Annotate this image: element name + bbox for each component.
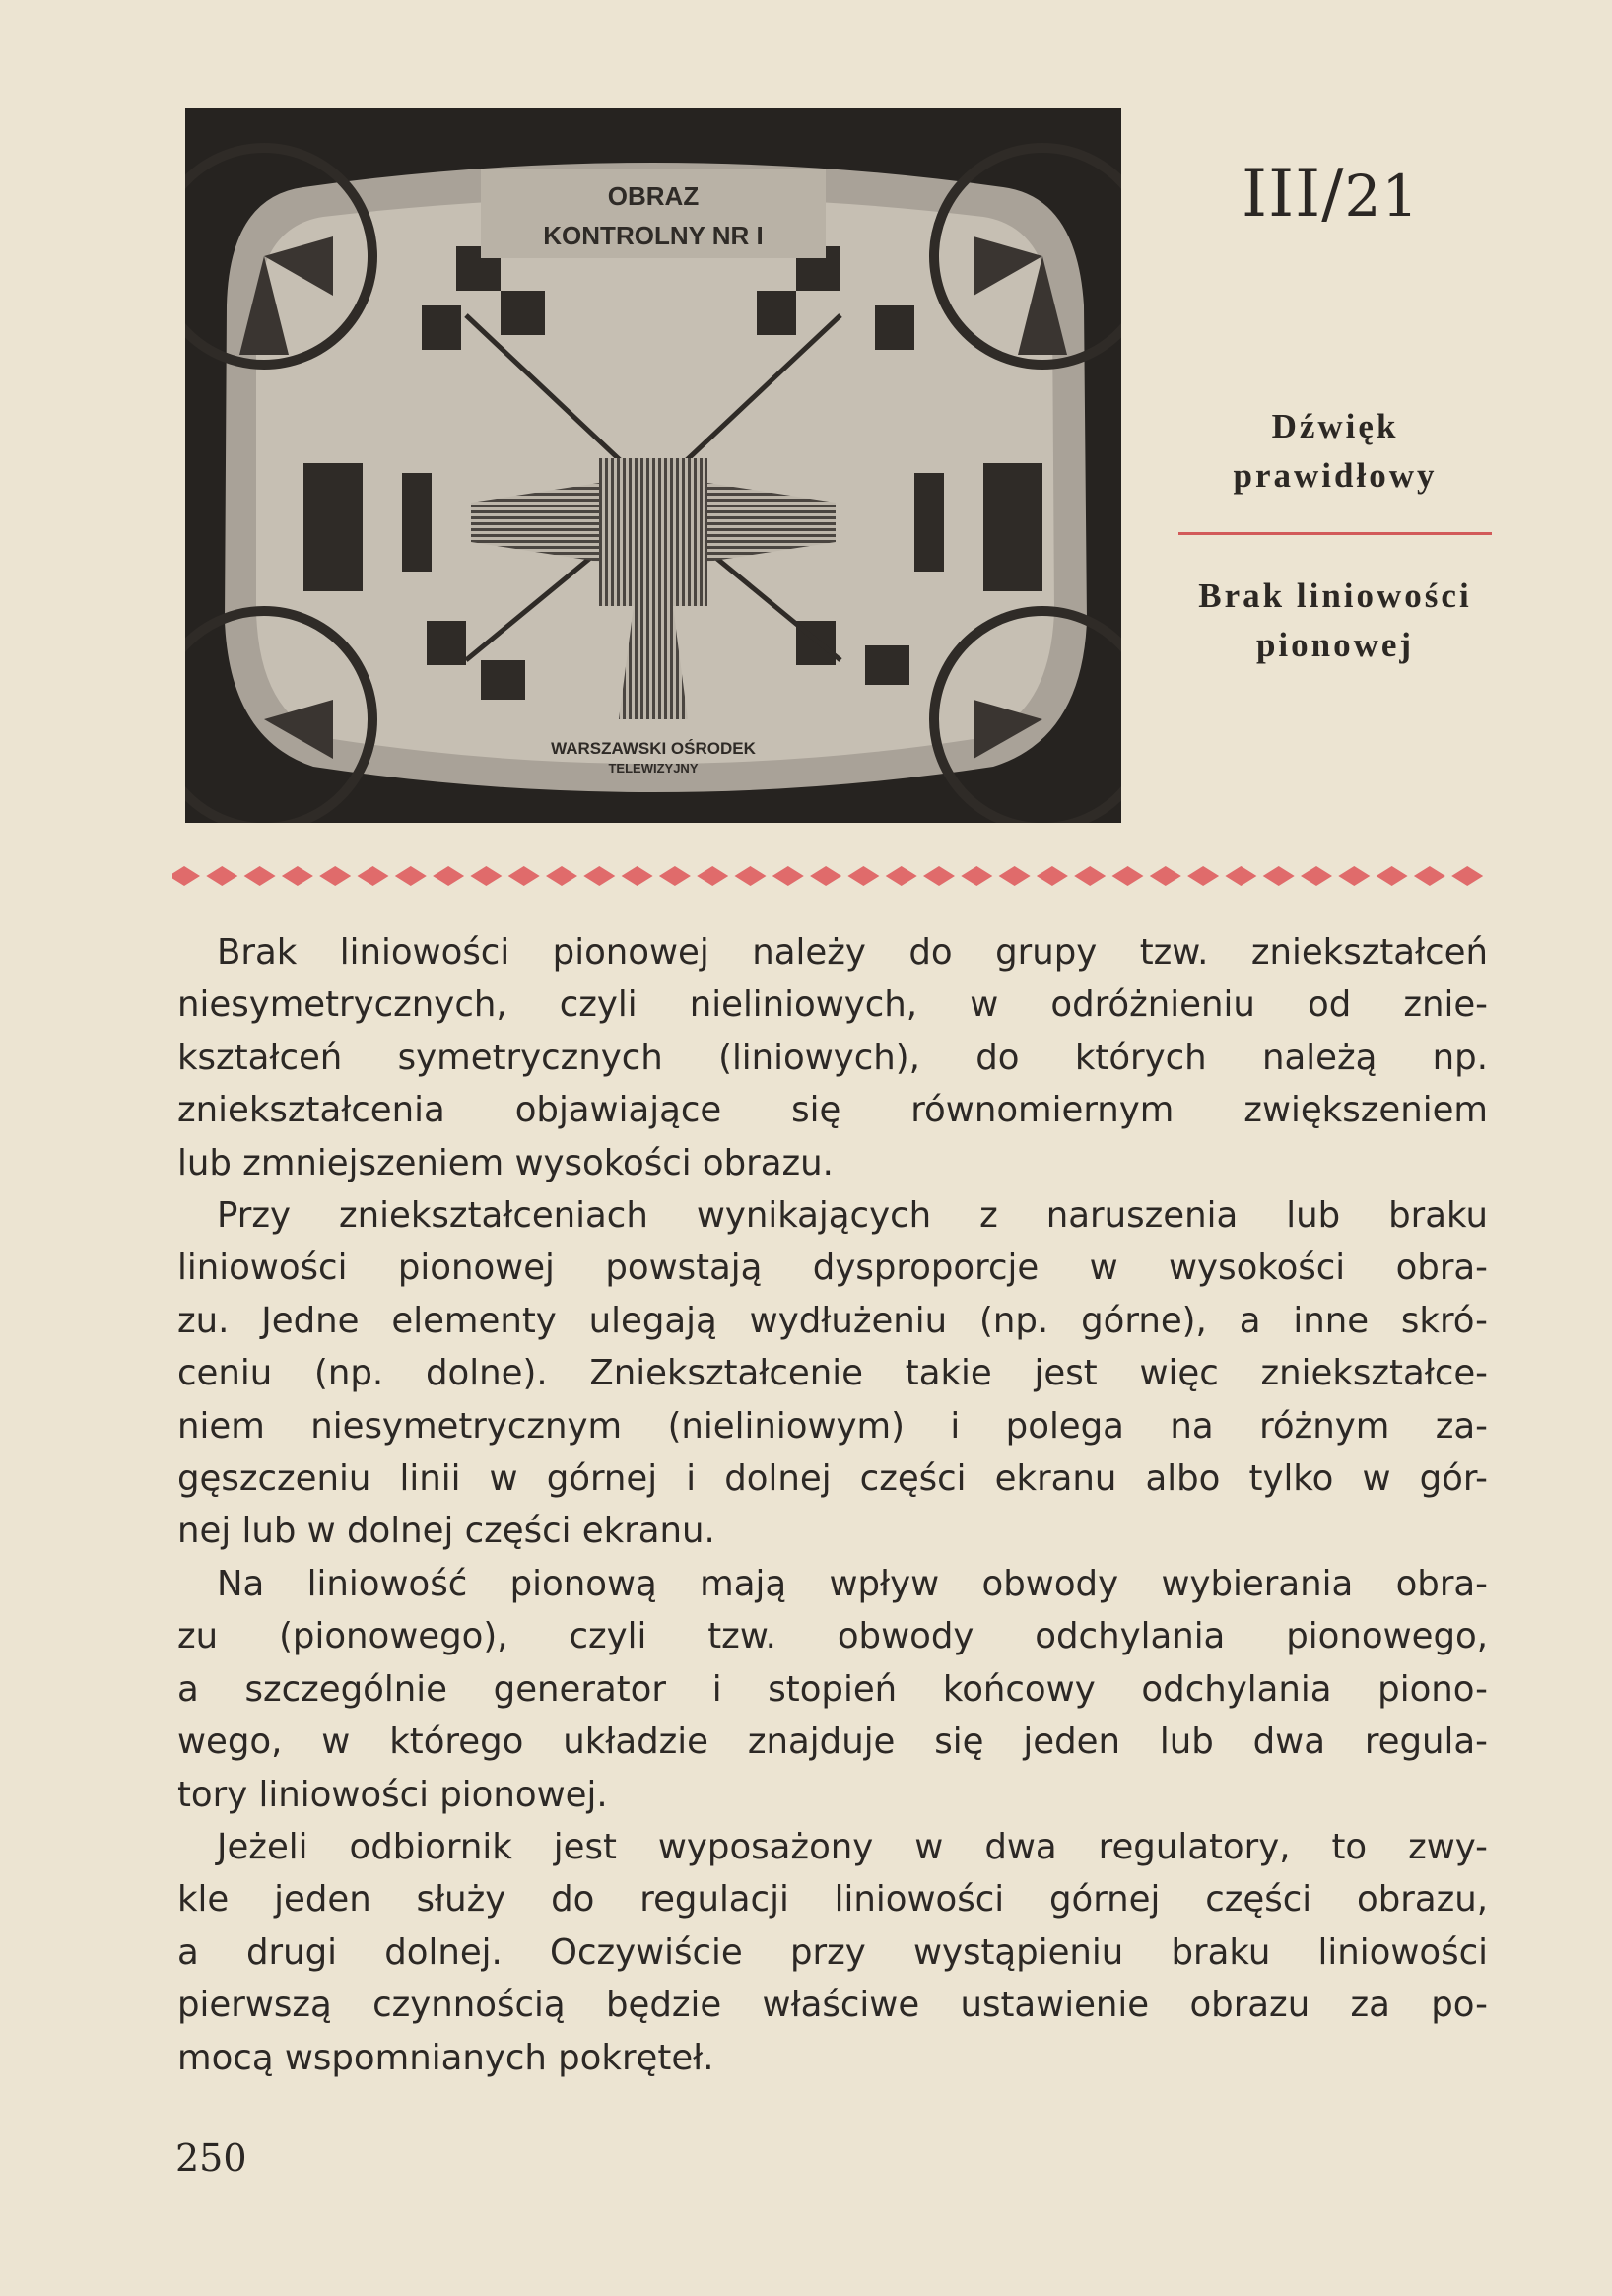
ornament-diamond bbox=[1225, 866, 1256, 886]
plate-number-main: III bbox=[1242, 156, 1322, 232]
diamond-ornament-rule bbox=[172, 863, 1493, 889]
text-line: a drugi dolnej. Oczywiście przy wystąpieniu braku liniowości bbox=[177, 1931, 1488, 1973]
caption-fault bbox=[1177, 572, 1493, 670]
caption-sound-line1: Dźwięk bbox=[1271, 407, 1399, 445]
ornament-diamond bbox=[172, 866, 200, 886]
text-line: Brak liniowości pionowej należy do grupy tzw. zniekształceń bbox=[217, 932, 1488, 973]
text-line: kształceń symetrycznych (liniowych), do których należą np. bbox=[177, 1037, 1488, 1078]
plate-number-sub: 21 bbox=[1344, 163, 1420, 230]
caption-sound-line2: prawidłowy bbox=[1233, 456, 1438, 495]
ornament-diamond bbox=[810, 866, 841, 886]
paragraph-4 bbox=[177, 1821, 1488, 2084]
caption-divider bbox=[1178, 532, 1492, 535]
ornament-diamond bbox=[546, 866, 577, 886]
ornament-diamond bbox=[1112, 866, 1144, 886]
caption-fault-line2: pionowej bbox=[1255, 626, 1415, 664]
text-line: zu (pionowego), czyli tzw. obwody odchylania pionowego, bbox=[177, 1616, 1488, 1657]
caption-fault-line1: Brak liniowości bbox=[1198, 576, 1472, 615]
test-card-bottom-line1: WARSZAWSKI OŚRODEK bbox=[551, 739, 756, 758]
text-line: mocą wspomnianych pokręteł. bbox=[177, 2037, 714, 2078]
test-card-top-line2: KONTROLNY NR I bbox=[543, 221, 764, 250]
ornament-diamond bbox=[659, 866, 691, 886]
ornament-diamond bbox=[697, 866, 728, 886]
paragraph-1 bbox=[177, 926, 1488, 1189]
ornament-diamond bbox=[244, 866, 276, 886]
ornament-diamond bbox=[282, 866, 313, 886]
test-card-photo bbox=[185, 108, 1121, 823]
ornament-diamond bbox=[1338, 866, 1370, 886]
page-number: 250 bbox=[175, 2136, 247, 2180]
text-line: Na liniowość pionową mają wpływ obwody wybierania obra- bbox=[217, 1563, 1488, 1604]
caption-sound bbox=[1177, 402, 1493, 501]
ornament-diamond bbox=[847, 866, 879, 886]
ornament-diamond bbox=[1074, 866, 1106, 886]
text-line: zu. Jedne elementy ulegają wydłużeniu (np. górne), a inne skró- bbox=[177, 1300, 1488, 1341]
text-line: Przy zniekształceniach wynikających z naruszenia lub braku bbox=[217, 1195, 1488, 1237]
text-line: liniowości pionowej powstają dysproporcje w wysokości obra- bbox=[177, 1248, 1488, 1289]
ornament-diamond bbox=[1263, 866, 1295, 886]
ornament-diamond bbox=[1377, 866, 1408, 886]
test-card-bottom-line2: TELEWIZYJNY bbox=[608, 761, 699, 776]
ornament-diamond bbox=[1301, 866, 1332, 886]
ornament-diamond bbox=[433, 866, 464, 886]
text-line: Jeżeli odbiornik jest wyposażony w dwa regulatory, to zwy- bbox=[217, 1826, 1488, 1867]
text-line: pierwszą czynnością będzie właściwe ustawienie obrazu za po- bbox=[177, 1985, 1488, 2026]
text-line: tory liniowości pionowej. bbox=[177, 1774, 608, 1815]
paragraph-2 bbox=[177, 1189, 1488, 1558]
text-line: nej lub w dolnej części ekranu. bbox=[177, 1511, 715, 1552]
ornament-diamond bbox=[583, 866, 615, 886]
test-card-top-line1: OBRAZ bbox=[607, 181, 700, 211]
ornament-diamond bbox=[772, 866, 804, 886]
text-line: gęszczeniu linii w górnej i dolnej części ekranu albo tylko w gór- bbox=[177, 1458, 1488, 1500]
ornament-diamond bbox=[1037, 866, 1068, 886]
ornament-diamond bbox=[470, 866, 502, 886]
ornament-diamond bbox=[395, 866, 427, 886]
text-line: niesymetrycznych, czyli nieliniowych, w odróżnieniu od znie- bbox=[177, 984, 1488, 1026]
ornament-diamond bbox=[999, 866, 1031, 886]
ornament-diamond bbox=[961, 866, 992, 886]
text-line: a szczególnie generator i stopień końcowy odchylania piono- bbox=[177, 1668, 1488, 1710]
ornament-diamond bbox=[1150, 866, 1181, 886]
text-line: kle jeden służy do regulacji liniowości górnej części obrazu, bbox=[177, 1879, 1488, 1921]
ornament-diamond bbox=[508, 866, 540, 886]
text-line: zniekształcenia objawiające się równomiernym zwiększeniem bbox=[177, 1090, 1488, 1131]
body-text bbox=[177, 926, 1488, 2084]
ornament-diamond bbox=[735, 866, 767, 886]
ornament-diamond bbox=[923, 866, 955, 886]
plate-number: III/21 bbox=[1242, 156, 1420, 232]
ornament-diamond bbox=[206, 866, 237, 886]
ornament-diamond bbox=[1414, 866, 1445, 886]
ornament-diamond bbox=[358, 866, 389, 886]
ornament-diamond bbox=[622, 866, 653, 886]
ornament-diamond bbox=[886, 866, 917, 886]
paragraph-3 bbox=[177, 1558, 1488, 1821]
text-line: niem niesymetrycznym (nieliniowym) i polega na różnym za- bbox=[177, 1405, 1488, 1447]
ornament-diamond bbox=[319, 866, 351, 886]
ornament-diamond bbox=[1451, 866, 1483, 886]
text-line: wego, w którego układzie znajduje się jeden lub dwa regula- bbox=[177, 1722, 1488, 1763]
text-line: ceniu (np. dolne). Zniekształcenie takie jest więc zniekształce- bbox=[177, 1353, 1488, 1394]
ornament-diamond bbox=[1187, 866, 1219, 886]
text-line: lub zmniejszeniem wysokości obrazu. bbox=[177, 1142, 834, 1183]
